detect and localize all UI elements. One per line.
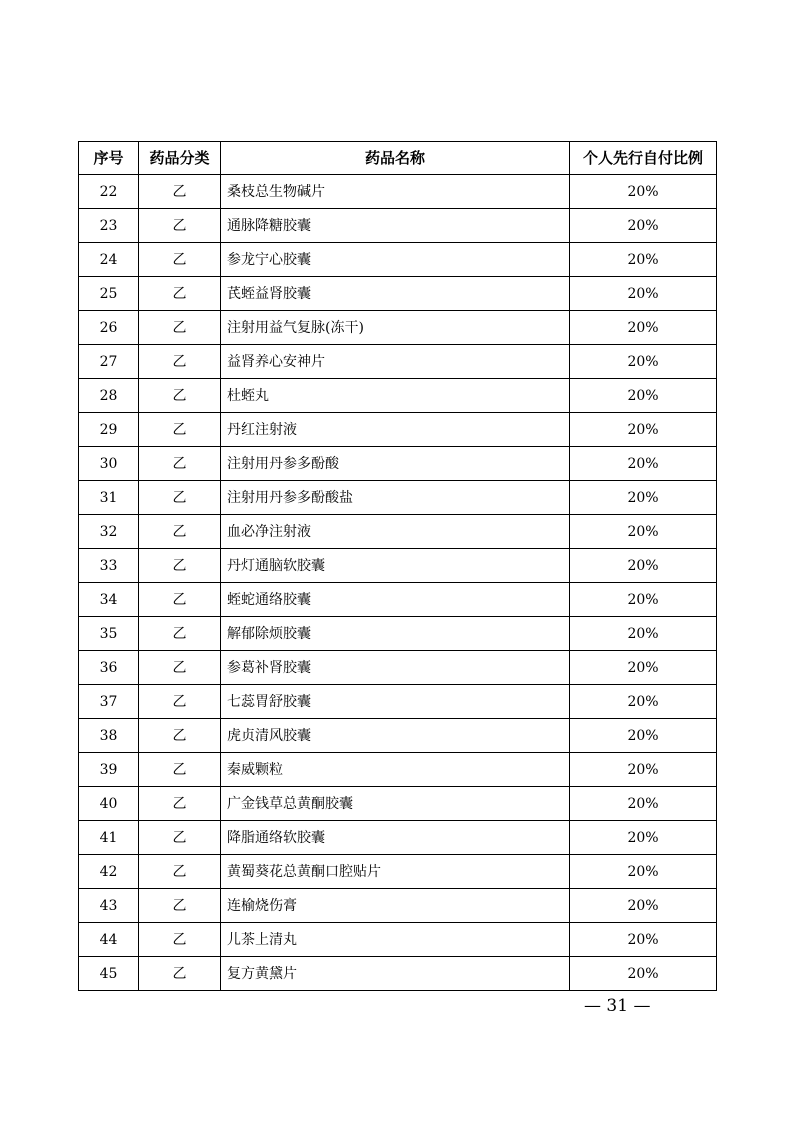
row-category: 乙 [139, 413, 221, 447]
row-ratio: 20% [570, 651, 717, 685]
row-category: 乙 [139, 685, 221, 719]
page-number: — 31 — [584, 996, 651, 1016]
row-drug-name: 虎贞清风胶囊 [221, 719, 570, 753]
table-row [79, 209, 717, 243]
row-seq: 32 [79, 515, 139, 549]
table-row [79, 923, 717, 957]
row-seq: 28 [79, 379, 139, 413]
row-seq: 24 [79, 243, 139, 277]
row-category: 乙 [139, 447, 221, 481]
table-row [79, 583, 717, 617]
row-ratio: 20% [570, 617, 717, 651]
table-row [79, 719, 717, 753]
row-category: 乙 [139, 175, 221, 209]
header-category: 药品分类 [139, 142, 221, 175]
row-drug-name: 通脉降糖胶囊 [221, 209, 570, 243]
row-ratio: 20% [570, 447, 717, 481]
row-seq: 35 [79, 617, 139, 651]
row-seq: 22 [79, 175, 139, 209]
row-drug-name: 黄蜀葵花总黄酮口腔贴片 [221, 855, 570, 889]
table-row [79, 617, 717, 651]
row-drug-name: 注射用丹参多酚酸 [221, 447, 570, 481]
row-seq: 33 [79, 549, 139, 583]
table-row [79, 243, 717, 277]
table-row [79, 311, 717, 345]
row-category: 乙 [139, 957, 221, 991]
row-drug-name: 解郁除烦胶囊 [221, 617, 570, 651]
row-seq: 31 [79, 481, 139, 515]
table-row [79, 685, 717, 719]
row-drug-name: 蛭蛇通络胶囊 [221, 583, 570, 617]
row-drug-name: 益肾养心安神片 [221, 345, 570, 379]
row-drug-name: 杜蛭丸 [221, 379, 570, 413]
table-row [79, 345, 717, 379]
row-ratio: 20% [570, 311, 717, 345]
row-seq: 29 [79, 413, 139, 447]
row-category: 乙 [139, 787, 221, 821]
table-row [79, 753, 717, 787]
row-seq: 45 [79, 957, 139, 991]
row-seq: 43 [79, 889, 139, 923]
row-seq: 26 [79, 311, 139, 345]
table-row [79, 651, 717, 685]
table-row [79, 379, 717, 413]
row-drug-name: 参龙宁心胶囊 [221, 243, 570, 277]
row-drug-name: 复方黄黛片 [221, 957, 570, 991]
row-category: 乙 [139, 243, 221, 277]
row-drug-name: 芪蛭益肾胶囊 [221, 277, 570, 311]
row-drug-name: 注射用益气复脉(冻干) [221, 311, 570, 345]
row-seq: 23 [79, 209, 139, 243]
row-seq: 42 [79, 855, 139, 889]
table-header-row [79, 142, 717, 175]
row-category: 乙 [139, 617, 221, 651]
row-drug-name: 桑枝总生物碱片 [221, 175, 570, 209]
row-drug-name: 注射用丹参多酚酸盐 [221, 481, 570, 515]
row-ratio: 20% [570, 787, 717, 821]
row-category: 乙 [139, 515, 221, 549]
row-category: 乙 [139, 379, 221, 413]
row-drug-name: 丹灯通脑软胶囊 [221, 549, 570, 583]
row-drug-name: 儿茶上清丸 [221, 923, 570, 957]
row-ratio: 20% [570, 855, 717, 889]
row-ratio: 20% [570, 175, 717, 209]
row-drug-name: 广金钱草总黄酮胶囊 [221, 787, 570, 821]
row-category: 乙 [139, 889, 221, 923]
row-category: 乙 [139, 345, 221, 379]
row-ratio: 20% [570, 379, 717, 413]
row-category: 乙 [139, 923, 221, 957]
header-seq: 序号 [79, 142, 139, 175]
row-category: 乙 [139, 277, 221, 311]
row-category: 乙 [139, 209, 221, 243]
row-ratio: 20% [570, 583, 717, 617]
table-row [79, 175, 717, 209]
row-seq: 25 [79, 277, 139, 311]
row-category: 乙 [139, 821, 221, 855]
table-row [79, 413, 717, 447]
row-ratio: 20% [570, 957, 717, 991]
header-name: 药品名称 [221, 142, 570, 175]
row-ratio: 20% [570, 719, 717, 753]
row-category: 乙 [139, 583, 221, 617]
row-ratio: 20% [570, 209, 717, 243]
table-row [79, 447, 717, 481]
row-ratio: 20% [570, 923, 717, 957]
row-ratio: 20% [570, 277, 717, 311]
table-row [79, 855, 717, 889]
table-row [79, 821, 717, 855]
row-seq: 39 [79, 753, 139, 787]
row-drug-name: 秦威颗粒 [221, 753, 570, 787]
row-category: 乙 [139, 481, 221, 515]
row-seq: 38 [79, 719, 139, 753]
row-drug-name: 参葛补肾胶囊 [221, 651, 570, 685]
row-seq: 36 [79, 651, 139, 685]
row-ratio: 20% [570, 821, 717, 855]
row-ratio: 20% [570, 549, 717, 583]
row-seq: 27 [79, 345, 139, 379]
row-ratio: 20% [570, 889, 717, 923]
row-drug-name: 降脂通络软胶囊 [221, 821, 570, 855]
row-category: 乙 [139, 549, 221, 583]
table-row [79, 549, 717, 583]
header-ratio: 个人先行自付比例 [570, 142, 717, 175]
row-ratio: 20% [570, 243, 717, 277]
row-ratio: 20% [570, 481, 717, 515]
row-drug-name: 丹红注射液 [221, 413, 570, 447]
row-category: 乙 [139, 311, 221, 345]
row-ratio: 20% [570, 515, 717, 549]
row-drug-name: 连榆烧伤膏 [221, 889, 570, 923]
row-ratio: 20% [570, 413, 717, 447]
row-category: 乙 [139, 651, 221, 685]
row-drug-name: 七蕊胃舒胶囊 [221, 685, 570, 719]
table-row [79, 515, 717, 549]
drug-table [78, 141, 717, 991]
row-ratio: 20% [570, 753, 717, 787]
row-seq: 41 [79, 821, 139, 855]
row-seq: 40 [79, 787, 139, 821]
table-row [79, 889, 717, 923]
row-category: 乙 [139, 855, 221, 889]
table-row [79, 787, 717, 821]
row-ratio: 20% [570, 345, 717, 379]
row-category: 乙 [139, 719, 221, 753]
table-row [79, 481, 717, 515]
row-seq: 37 [79, 685, 139, 719]
row-seq: 44 [79, 923, 139, 957]
row-drug-name: 血必净注射液 [221, 515, 570, 549]
row-ratio: 20% [570, 685, 717, 719]
row-seq: 30 [79, 447, 139, 481]
table-row [79, 277, 717, 311]
table-body [79, 175, 717, 991]
row-seq: 34 [79, 583, 139, 617]
row-category: 乙 [139, 753, 221, 787]
table-row [79, 957, 717, 991]
